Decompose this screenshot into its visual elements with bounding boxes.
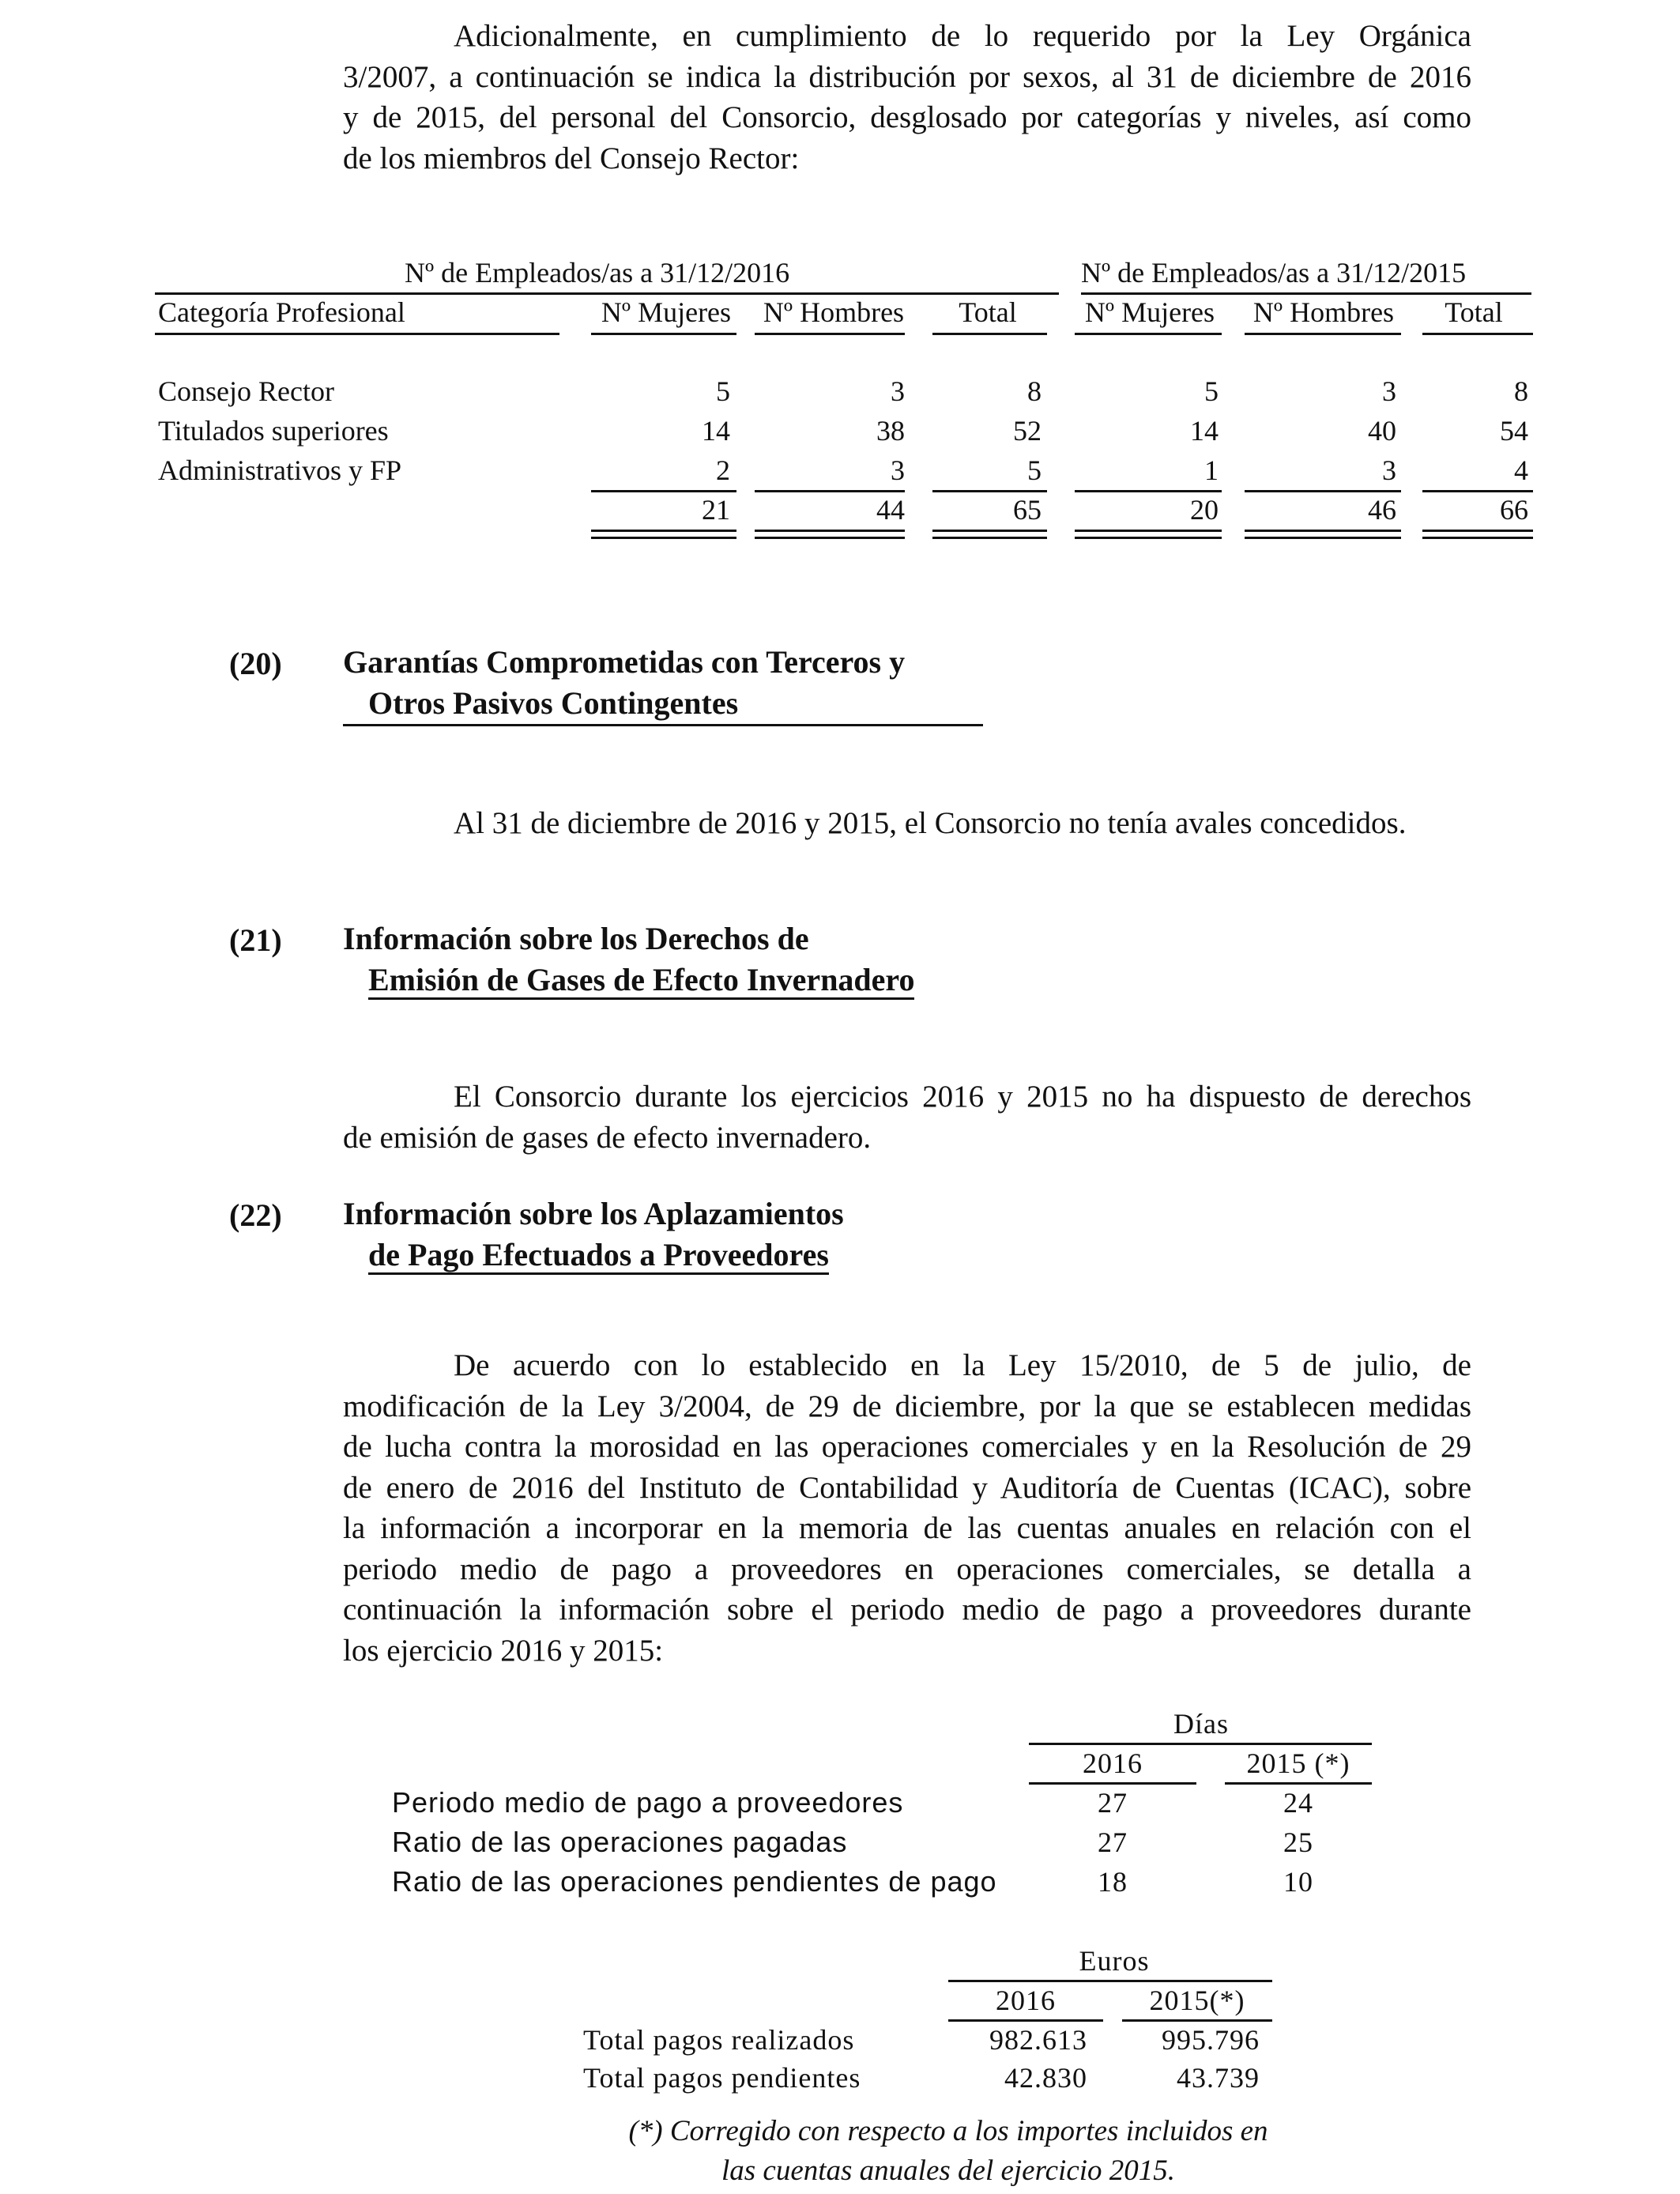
- total-cell: 44: [876, 494, 905, 526]
- table-cell: 3: [1382, 375, 1396, 407]
- days-cell: 27: [1098, 1826, 1128, 1858]
- table-cell: 2: [716, 454, 730, 486]
- section-22-line: la información a incorporar en la memoria de las cuentas anuales en relación con el: [343, 1511, 1471, 1545]
- group-header-2016: Nº de Empleados/as a 31/12/2016: [405, 257, 790, 288]
- column-header-women-2015: Nº Mujeres: [1084, 296, 1215, 328]
- table-cell: 3: [891, 375, 905, 407]
- total-cell: 65: [1013, 494, 1042, 526]
- footnote: [553, 2112, 1343, 2191]
- section-22-line: de enero de 2016 del Instituto de Contabilidad y Auditoría de Cuentas (ICAC), sobre: [343, 1470, 1471, 1505]
- section-22-title-text: de Pago Efectuados a Proveedores: [368, 1237, 829, 1275]
- column-header-men-2016: Nº Hombres: [763, 296, 905, 328]
- euros-group-header: Euros: [1079, 1945, 1150, 1977]
- section-20-text: Al 31 de diciembre de 2016 y 2015, el Consorcio no tenía avales concedidos.: [454, 806, 1407, 840]
- euros-col-2016: 2016: [996, 1985, 1056, 2016]
- table-cell: 8: [1027, 375, 1042, 407]
- euros-col-2015: 2015(*): [1149, 1985, 1245, 2016]
- days-cell: 25: [1283, 1826, 1313, 1858]
- euros-cell: 995.796: [1162, 2024, 1260, 2056]
- section-21-title-line1: Información sobre los Derechos de: [343, 921, 809, 956]
- section-21-number: (21): [229, 922, 282, 958]
- table-cell: 5: [1204, 375, 1219, 407]
- footnote-line1: (*) Corregido con respecto a los importes incluidos en: [628, 2115, 1268, 2147]
- days-cell: 18: [1098, 1866, 1128, 1898]
- section-22-line: periodo medio de pago a proveedores en operaciones comerciales, se detalla a: [343, 1551, 1471, 1586]
- section-22-line: modificación de la Ley 3/2004, de 29 de diciembre, por la que se establecen medidas: [343, 1389, 1471, 1423]
- euros-row-label: Total pagos realizados: [583, 2024, 855, 2056]
- table-cell: 4: [1514, 454, 1528, 486]
- section-22-line: continuación la información sobre el periodo medio de pago a proveedores durante: [343, 1593, 1471, 1627]
- euros-cell: 982.613: [989, 2024, 1087, 2056]
- days-col-2015: 2015 (*): [1246, 1747, 1350, 1779]
- days-cell: 27: [1098, 1787, 1128, 1819]
- section-22-line: los ejercicio 2016 y 2015:: [343, 1633, 664, 1668]
- table-cell: 1: [1204, 454, 1219, 486]
- intro-line: y de 2015, del personal del Consorcio, desglosado por categorías y niveles, así como: [343, 100, 1471, 134]
- column-header-total-2016: Total: [959, 296, 1017, 328]
- section-22-line: De acuerdo con lo establecido en la Ley 15/2010, de 5 de julio, de: [454, 1348, 1471, 1382]
- table-cell: 52: [1013, 415, 1042, 447]
- section-20-title-text: Otros Pasivos Contingentes: [368, 685, 739, 721]
- table-cell: 54: [1500, 415, 1528, 447]
- table-row-label: Consejo Rector: [158, 375, 334, 407]
- table-cell: 8: [1514, 375, 1528, 407]
- days-row-label: Periodo medio de pago a proveedores: [392, 1786, 904, 1819]
- table-cell: 40: [1368, 415, 1396, 447]
- intro-line: 3/2007, a continuación se indica la distribución por sexos, al 31 de diciembre de 2016: [343, 59, 1471, 94]
- column-header-men-2015: Nº Hombres: [1252, 296, 1395, 328]
- days-row-label: Ratio de las operaciones pagadas: [392, 1826, 848, 1858]
- table-cell: 38: [876, 415, 905, 447]
- group-header-2015: Nº de Empleados/as a 31/12/2015: [1081, 257, 1467, 288]
- section-20-title-line1: Garantías Comprometidas con Terceros y: [343, 644, 906, 680]
- days-cell: 10: [1283, 1866, 1313, 1898]
- section-21-title-text: Emisión de Gases de Efecto Invernadero: [368, 962, 914, 1000]
- section-20-number: (20): [229, 646, 282, 681]
- days-group-header: Días: [1173, 1708, 1229, 1740]
- table-cell: 5: [1027, 454, 1042, 486]
- table-cell: 3: [891, 454, 905, 486]
- column-header-total-2015: Total: [1445, 296, 1503, 328]
- total-cell: 46: [1368, 494, 1396, 526]
- euros-cell: 42.830: [1004, 2062, 1087, 2094]
- days-cell: 24: [1283, 1787, 1313, 1819]
- days-row-label: Ratio de las operaciones pendientes de pago: [392, 1865, 997, 1898]
- table-cell: 14: [1190, 415, 1219, 447]
- section-22-line: de lucha contra la morosidad en las operaciones comerciales y en la Resolución de 29: [343, 1430, 1471, 1464]
- intro-line: Adicionalmente, en cumplimiento de lo requerido por la Ley Orgánica: [454, 19, 1471, 53]
- total-cell: 20: [1190, 494, 1219, 526]
- section-22-title-line1: Información sobre los Aplazamientos: [343, 1196, 844, 1231]
- total-cell: 21: [702, 494, 730, 526]
- table-row-label: Titulados superiores: [158, 415, 389, 447]
- table-cell: 3: [1382, 454, 1396, 486]
- column-header-women-2016: Nº Mujeres: [601, 296, 732, 328]
- footnote-line2: las cuentas anuales del ejercicio 2015.: [721, 2154, 1176, 2187]
- section-21-line: El Consorcio durante los ejercicios 2016 y 2015 no ha dispuesto de derechos: [454, 1080, 1471, 1114]
- table-cell: 14: [702, 415, 730, 447]
- table-row-label: Administrativos y FP: [158, 454, 402, 486]
- euros-cell: 43.739: [1177, 2062, 1260, 2094]
- days-col-2016: 2016: [1083, 1747, 1143, 1779]
- section-21-line: de emisión de gases de efecto invernadero.: [343, 1120, 872, 1155]
- table-cell: 5: [716, 375, 730, 407]
- section-22-number: (22): [229, 1197, 282, 1233]
- total-cell: 66: [1500, 494, 1528, 526]
- euros-row-label: Total pagos pendientes: [583, 2062, 861, 2094]
- intro-line: de los miembros del Consejo Rector:: [343, 141, 800, 175]
- column-header-category: Categoría Profesional: [158, 296, 405, 328]
